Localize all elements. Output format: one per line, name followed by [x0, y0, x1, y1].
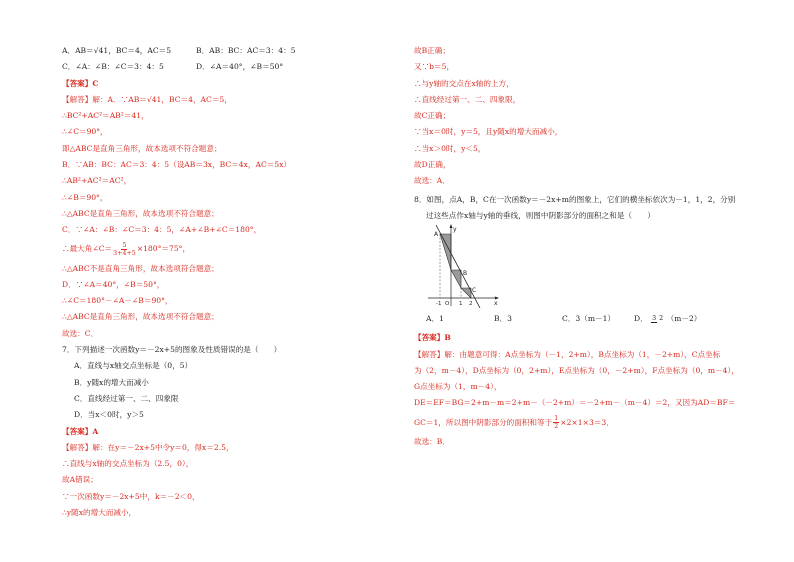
right-column [414, 43, 764, 450]
q8-solution-fraction-line [414, 412, 764, 434]
q6-solution-line: ∴AB²+AC²＝AC²， [62, 176, 132, 186]
q8-option-b: B．3 [494, 314, 513, 324]
q6-option-c: C．∠A：∠B：∠C＝3：4：5 [62, 62, 164, 72]
shaded-triangle-c [461, 288, 471, 298]
q8-option-d [634, 311, 701, 327]
q8-conclusion: 故选：B． [414, 436, 450, 446]
q6-option-a: A．AB＝√41，BC＝4，AC＝5 [62, 46, 172, 55]
q7-solution-line: ∴直线经过第一、二、四象限， [414, 94, 521, 104]
q8-option-c: C．3（m－1） [562, 314, 616, 324]
q8-solution-line: DE＝EF＝BG＝2+m－m＝2+m－（－2+m）＝－2+m－（m－4）＝2，又因为AD＝BF＝ [414, 398, 736, 408]
point-b-label: B [463, 270, 468, 278]
max-angle-text: ∴最大角∠C＝ [62, 244, 113, 254]
left-column [62, 43, 392, 521]
q7-solution-line: ∴直线与x轴的交点坐标为（2.5，0）， [62, 459, 194, 469]
q7-option-b: B．y随x的增大而减小 [74, 377, 149, 387]
angle-result: ×180°＝75°， [136, 244, 191, 254]
q7-solution-line: 故A错误； [62, 475, 98, 485]
q6-solution-line: ∴BC²+AC²＝AB²＝41， [62, 111, 149, 121]
q6-answer: 【答案】C [62, 78, 99, 88]
q7-solution-line: ∵当x＝0时，y＝5，且y随x的增大而减小， [414, 127, 563, 137]
q6-solution-line: 即△ABC是直角三角形，故本选项不符合题意； [62, 143, 222, 153]
tick-label-2: 2 [469, 301, 473, 308]
q8-solution-line: G点坐标为（1，m－4）， [414, 382, 502, 392]
q8-answer: 【答案】B [414, 333, 451, 343]
q7-solution-line: 故B正确； [414, 46, 450, 55]
q6-options-cd [62, 59, 392, 75]
q6-solution-line: C．∵∠A：∠B：∠C＝3：4：5，∠A+∠B+∠C＝180°， [62, 225, 262, 235]
q7-option-a: A．直线与x轴交点坐标是（0，5） [74, 361, 193, 371]
q8-option-d-suffix: （m－2） [666, 314, 702, 324]
fraction-numerator: 3 [652, 315, 657, 322]
tick-label-neg1: -1 [436, 301, 442, 308]
q6-solution-fraction-line [62, 239, 392, 261]
fraction-denominator: 3+4+5 [113, 250, 136, 258]
q8-option-d-prefix: D． [634, 314, 648, 324]
q7-solution-line: ∵一次函数y＝－2x+5中，k＝－2＜0， [62, 491, 200, 501]
q6-option-d: D．∠A＝40°，∠B＝50° [196, 62, 284, 72]
q7-solution-line: ∴y随x的增大而减小， [62, 508, 137, 518]
shaded-triangle-a [440, 234, 451, 270]
q6-solution-line: ∴△ABC是直角三角形，故本选项不符合题意； [62, 312, 219, 322]
fraction-denominator: 2 [659, 315, 664, 322]
area-text: GC＝1，所以图中阴影部分的面积和等于 [414, 417, 553, 427]
x-axis-label: x [494, 300, 498, 308]
area-result: ×2×1×3＝3． [560, 417, 614, 427]
fraction-numerator: 1 [554, 415, 559, 423]
q7-solution-line: 故D正确， [414, 160, 451, 170]
q6-solution-line: ∴△ABC不是直角三角形，故本选项符合题意； [62, 263, 219, 273]
fraction-numerator: 5 [122, 241, 127, 249]
q6-solution-line: ∴∠B＝90°， [62, 192, 108, 202]
q6-solution-line: ∴∠C＝180°－∠A－∠B＝90°， [62, 296, 173, 306]
q6-conclusion: 故选：C． [62, 328, 99, 338]
function-line [436, 225, 480, 308]
angle-fraction [113, 242, 136, 257]
q7-solution-line: 又∵b＝5， [414, 62, 455, 72]
q6-solution-line: B．∵AB：BC：AC＝3：4：5（设AB＝3x，BC＝4x，AC＝5x） [62, 160, 292, 170]
origin-label: O [445, 301, 450, 308]
q8-stem-line-2: 过这些点作x轴与y轴的垂线，则图中阴影部分的面积之和是（ ） [426, 210, 655, 220]
q8-options [414, 308, 764, 330]
q8-figure [422, 224, 512, 308]
tick-label-1: 1 [459, 301, 463, 308]
q8-stem-line-1: 8．如图，点A，B，C在一次函数y＝－2x+m的图象上，它们的横坐标依次为－1，1，2，分别 [414, 194, 736, 204]
q6-solution-line: D．∵∠A＝40°，∠B＝50°， [62, 279, 165, 289]
q7-stem: 7．下列描述一次函数y＝－2x+5的图象及性质错误的是（ ） [62, 345, 282, 355]
fraction-denominator: 2 [554, 423, 559, 431]
point-a-label: A [434, 231, 439, 239]
q6-solution-title: 【解答】解：A．∵AB＝√41，BC＝4，AC＝5， [62, 94, 232, 104]
q6-option-b: B．AB：BC：AC＝3：4：5 [196, 46, 296, 55]
q7-solution-line: ∴当x＞0时，y＜5， [414, 143, 486, 153]
q8-option-a: A．1 [426, 314, 444, 324]
q6-solution-line: ∴∠C＝90°， [62, 127, 108, 137]
q7-conclusion: 故选：A． [414, 176, 450, 186]
y-axis-label: y [453, 226, 457, 234]
q7-solution-title: 【解答】解：在y＝－2x+5中令y＝0，得x＝2.5， [62, 442, 234, 452]
q7-solution-line: 故C正确； [414, 111, 451, 121]
q7-option-d: D．当x＜0时，y＞5 [74, 410, 144, 420]
q7-option-c: C．直线经过第一、二、四象限 [74, 393, 179, 403]
point-c-label: C [472, 287, 477, 295]
q6-solution-line: ∴△ABC是直角三角形，故本选项不符合题意； [62, 208, 219, 218]
q8-solution-line: 为（2，m－4），D点坐标为（0，2+m），E点坐标为（0，－2+m），F点坐标为（0，m－4）， [414, 365, 739, 375]
q6-options-ab [62, 43, 392, 59]
q8-solution-title: 【解答】解：由题意可得：A点坐标为（－1，2+m），B点坐标为（1，－2+m），C点坐标 [414, 349, 721, 359]
shaded-triangle-b [451, 270, 461, 288]
option-d-fraction [651, 315, 663, 323]
q7-solution-line: ∴与y轴的交点在x轴的上方， [414, 78, 514, 88]
area-fraction [553, 415, 559, 430]
q7-answer: 【答案】A [62, 426, 99, 436]
